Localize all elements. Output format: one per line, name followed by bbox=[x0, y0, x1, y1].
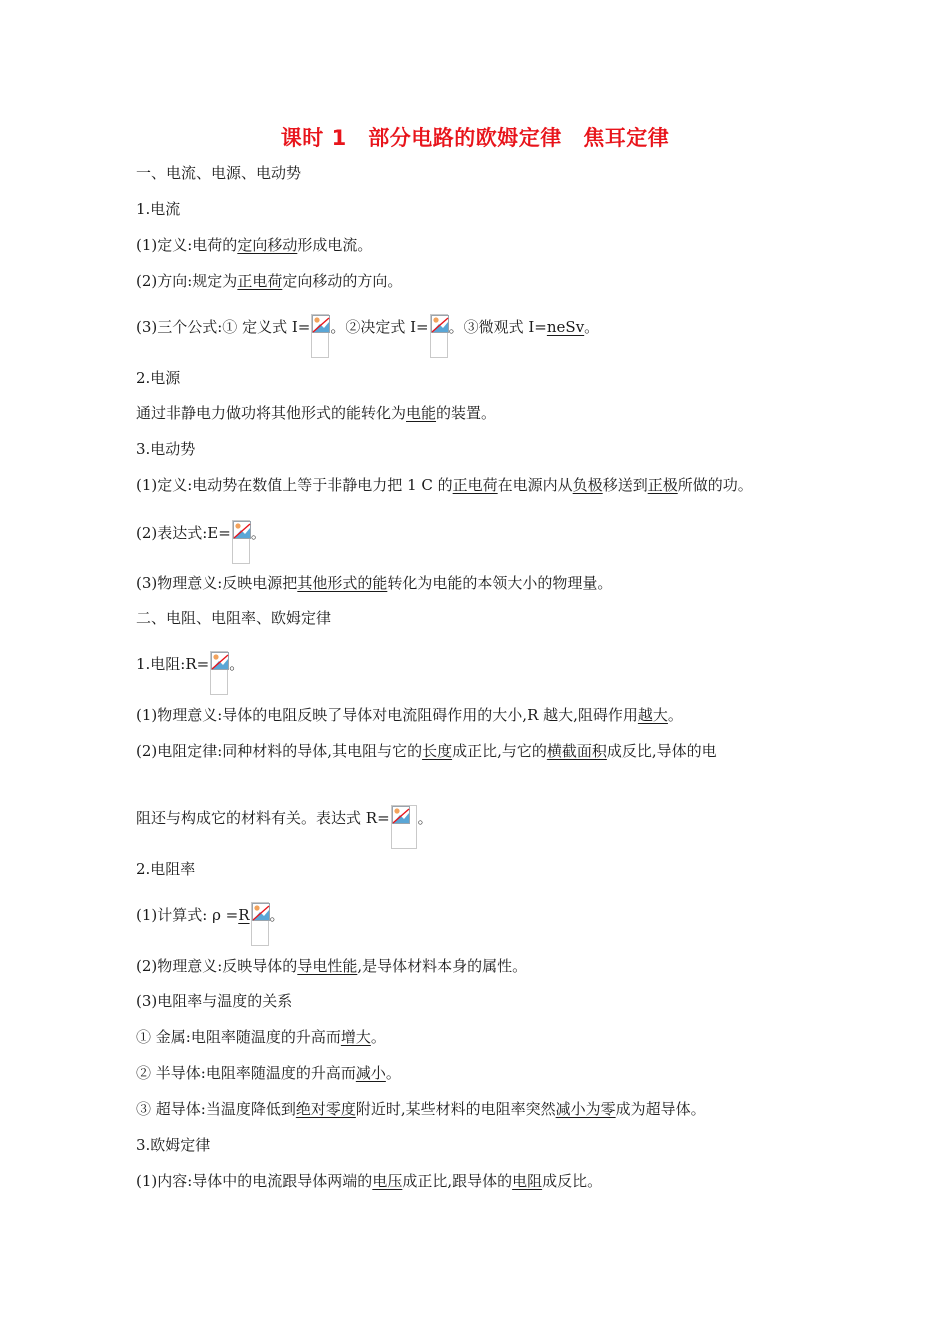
current-definition: (1)定义:电荷的定向移动形成电流。 bbox=[136, 236, 373, 254]
answer-blank: neSv bbox=[546, 318, 585, 336]
resistivity-superconductor: ③ 超导体:当温度降低到绝对零度附近时,某些材料的电阻率突然减小为零成为超导体。 bbox=[136, 1100, 706, 1118]
answer-blank: 减小为零 bbox=[555, 1100, 616, 1118]
current-formulas: (3)三个公式:① 定义式 I= 。②决定式 I= 。③微观式 I=neSv。 bbox=[136, 314, 599, 358]
answer-blank: 电能 bbox=[406, 404, 437, 422]
section-heading-resistance: 二、电阻、电阻率、欧姆定律 bbox=[136, 609, 332, 627]
page-title: 课时 1 部分电路的欧姆定律 焦耳定律 bbox=[280, 126, 670, 150]
answer-blank: 电阻 bbox=[512, 1172, 543, 1190]
broken-image-icon bbox=[251, 902, 269, 946]
resistivity-metal: ① 金属:电阻率随温度的升高而增大。 bbox=[136, 1028, 386, 1046]
answer-blank: 增大 bbox=[340, 1028, 371, 1046]
answer-blank: 其他形式的能 bbox=[297, 574, 388, 592]
resistivity-meaning: (2)物理意义:反映导体的导电性能,是导体材料本身的属性。 bbox=[136, 957, 528, 975]
heading-emf: 3.电动势 bbox=[136, 440, 196, 458]
resistivity-temperature: (3)电阻率与温度的关系 bbox=[136, 992, 293, 1010]
resistance-law-continued: 阻还与构成它的材料有关。表达式 R= 。 bbox=[136, 805, 433, 849]
broken-image-icon bbox=[311, 314, 329, 358]
heading-resistivity: 2.电阻率 bbox=[136, 860, 196, 878]
power-source-text: 通过非静电力做功将其他形式的能转化为电能的装置。 bbox=[136, 404, 497, 422]
answer-blank: 正极 bbox=[647, 476, 678, 494]
resistivity-semiconductor: ② 半导体:电阻率随温度的升高而减小。 bbox=[136, 1064, 401, 1082]
heading-current: 1.电流 bbox=[136, 200, 181, 218]
heading-ohm-law: 3.欧姆定律 bbox=[136, 1136, 211, 1154]
answer-blank: 正电荷 bbox=[452, 476, 498, 494]
ohm-law-content: (1)内容:导体中的电流跟导体两端的电压成正比,跟导体的电阻成反比。 bbox=[136, 1172, 603, 1190]
answer-blank: 导电性能 bbox=[297, 957, 358, 975]
broken-image-icon bbox=[232, 520, 250, 564]
answer-blank: 越大 bbox=[637, 706, 668, 724]
broken-image-icon bbox=[391, 805, 417, 849]
answer-blank: 定向移动 bbox=[237, 236, 298, 254]
emf-expression: (2)表达式:E= 。 bbox=[136, 520, 266, 564]
resistivity-formula: (1)计算式: ρ =R 。 bbox=[136, 902, 285, 946]
emf-meaning: (3)物理意义:反映电源把其他形式的能转化为电能的本领大小的物理量。 bbox=[136, 574, 613, 592]
emf-definition: (1)定义:电动势在数值上等于非静电力把 1 C 的正电荷在电源内从负极移送到正极所做的功。 bbox=[136, 476, 753, 494]
section-heading-current-source-emf: 一、电流、电源、电动势 bbox=[136, 164, 302, 182]
resistance-heading: 1.电阻:R= 。 bbox=[136, 651, 244, 695]
resistance-meaning: (1)物理意义:导体的电阻反映了导体对电流阻碍作用的大小,R 越大,阻碍作用越大。 bbox=[136, 706, 683, 724]
answer-blank: 绝对零度 bbox=[295, 1100, 356, 1118]
resistance-law: (2)电阻定律:同种材料的导体,其电阻与它的长度成正比,与它的横截面积成反比,导体的电 bbox=[136, 742, 717, 760]
answer-blank: 横截面积 bbox=[546, 742, 607, 760]
broken-image-icon bbox=[210, 651, 228, 695]
broken-image-icon bbox=[430, 314, 448, 358]
answer-blank: 正电荷 bbox=[237, 272, 283, 290]
answer-blank: 长度 bbox=[422, 742, 453, 760]
answer-blank: R bbox=[238, 906, 250, 924]
answer-blank: 负极 bbox=[572, 476, 603, 494]
answer-blank: 电压 bbox=[372, 1172, 403, 1190]
heading-power-source: 2.电源 bbox=[136, 369, 181, 387]
answer-blank: 减小 bbox=[355, 1064, 386, 1082]
current-direction: (2)方向:规定为正电荷定向移动的方向。 bbox=[136, 272, 403, 290]
